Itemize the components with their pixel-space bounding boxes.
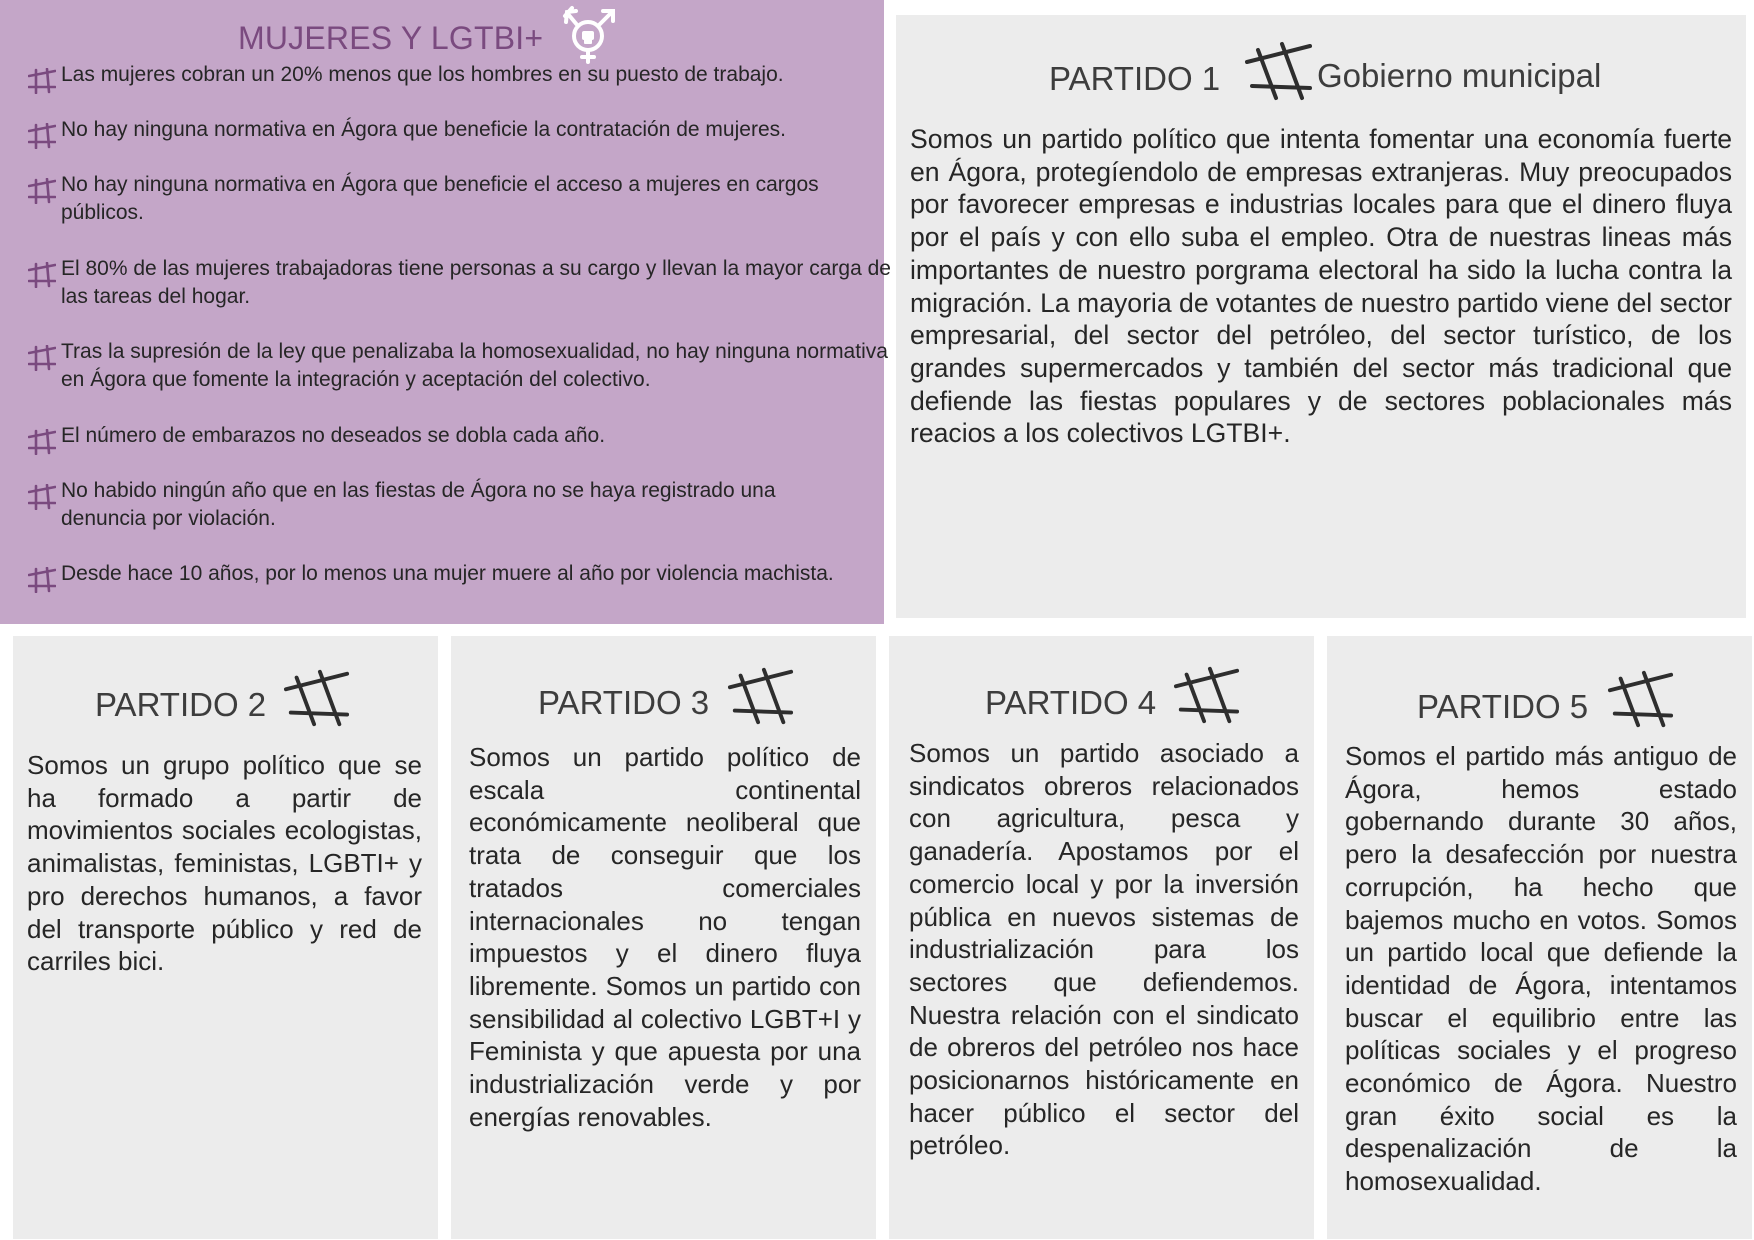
hashtag-mark-icon xyxy=(1607,668,1675,730)
women-item-text: No hay ninguna normativa en Ágora que beneficie el acceso a mujeres en cargos públicos. xyxy=(61,173,819,224)
hashtag-mark-icon xyxy=(28,123,56,149)
gender-symbol-fist-icon xyxy=(560,2,622,64)
women-item-text: El número de embarazos no deseados se dobla cada año. xyxy=(61,424,606,447)
party-description: Somos un partido asociado a sindicatos obreros relacionados con agricultura, pesca y ganadería. Apostamos por el comercio local y por la inversión pública en nuevos sistemas de industrialización para los sectores que defiendemos. Nuestra relación con el sindicato de obreros del petróleo nos hace posicionarnos históricamente en hacer público el sector del petróleo. xyxy=(909,738,1299,1161)
women-item-text: Las mujeres cobran un 20% menos que los hombres en su puesto de trabajo. xyxy=(61,63,784,86)
hashtag-mark-icon xyxy=(28,68,56,94)
hashtag-mark-icon xyxy=(1173,664,1241,726)
party-title: PARTIDO 5 xyxy=(1417,688,1589,725)
party-title: PARTIDO 1 xyxy=(1049,60,1221,97)
hashtag-mark-icon xyxy=(283,667,351,729)
party-title: PARTIDO 4 xyxy=(985,684,1157,721)
party-card-1 xyxy=(896,15,1746,618)
women-lgtbi-panel xyxy=(0,0,891,624)
party-card-3 xyxy=(451,636,876,1239)
party-card-5 xyxy=(1327,636,1752,1239)
party-description: Somos un partido político que intenta fomentar una economía fuerte en Ágora, protegíendolo de empresas extranjeras. Muy preocupados por favorecer empresas e industrias locales para que el dinero fluya por el país y con ello suba el empleo. Otra de nuestras lineas más importantes de nuestro porgrama electoral ha sido la lucha contra la migración. La mayoria de votantes de nuestro partido viene del sector empresarial, del sector del petróleo, del sector turístico, de los grandes supermercados y también del sector más tradicional que defiende las fiestas populares y de sectores poblacionales más reacios a los colectivos LGTBI+. xyxy=(910,124,1732,449)
hashtag-mark-icon xyxy=(28,429,56,455)
hashtag-mark-icon xyxy=(1244,40,1314,102)
party-description: Somos un partido político de escala continental económicamente neoliberal que trata de conseguir que los tratados comerciales internacionales no tengan impuestos y el dinero fluya libremente. Somos un partido con sensibilidad al colectivo LGBT+I y Feminista y que apuesta por una industrialización verde y por energías renovables. xyxy=(469,742,861,1132)
women-item-text: No habido ningún año que en las fiestas de Ágora no se haya registrado una denuncia por violación. xyxy=(61,479,776,530)
party-title: PARTIDO 3 xyxy=(538,684,710,721)
hashtag-mark-icon xyxy=(28,484,56,510)
hashtag-mark-icon xyxy=(28,345,56,371)
party-subtitle: Gobierno municipal xyxy=(1317,57,1602,94)
women-item-text: El 80% de las mujeres trabajadoras tiene personas a su cargo y llevan la mayor carga de las tareas del hogar. xyxy=(61,257,891,308)
women-panel-title: MUJERES Y LGTBI+ xyxy=(238,20,544,56)
party-card-2 xyxy=(13,636,438,1239)
hashtag-mark-icon xyxy=(28,567,56,593)
hashtag-mark-icon xyxy=(727,665,795,727)
party-description: Somos el partido más antiguo de Ágora, hemos estado gobernando durante 30 años, pero la desafección por nuestra corrupción, ha hecho que bajemos mucho en votos. Somos un partido local que defiende la identidad de Ágora, intentamos buscar el equilibrio entre las políticas sociales y el progreso económico de Ágora. Nuestro gran éxito social es la despenalización de la homosexualidad. xyxy=(1345,741,1737,1197)
hashtag-mark-icon xyxy=(28,262,56,288)
party-description: Somos un grupo político que se ha formado a partir de movimientos sociales ecologistas, animalistas, feministas, LGBTI+ y pro derechos humanos, a favor del transporte público y red de carriles bici. xyxy=(27,750,422,977)
women-item-text: Desde hace 10 años, por lo menos una mujer muere al año por violencia machista. xyxy=(61,562,834,585)
hashtag-mark-icon xyxy=(28,178,56,204)
women-item-text: No hay ninguna normativa en Ágora que beneficie la contratación de mujeres. xyxy=(61,118,786,141)
party-card-4 xyxy=(889,636,1314,1239)
women-item-text: Tras la supresión de la ley que penalizaba la homosexualidad, no hay ninguna normativa en Ágora que fomente la integración y aceptación del colectivo. xyxy=(61,340,888,391)
party-title: PARTIDO 2 xyxy=(95,686,267,723)
